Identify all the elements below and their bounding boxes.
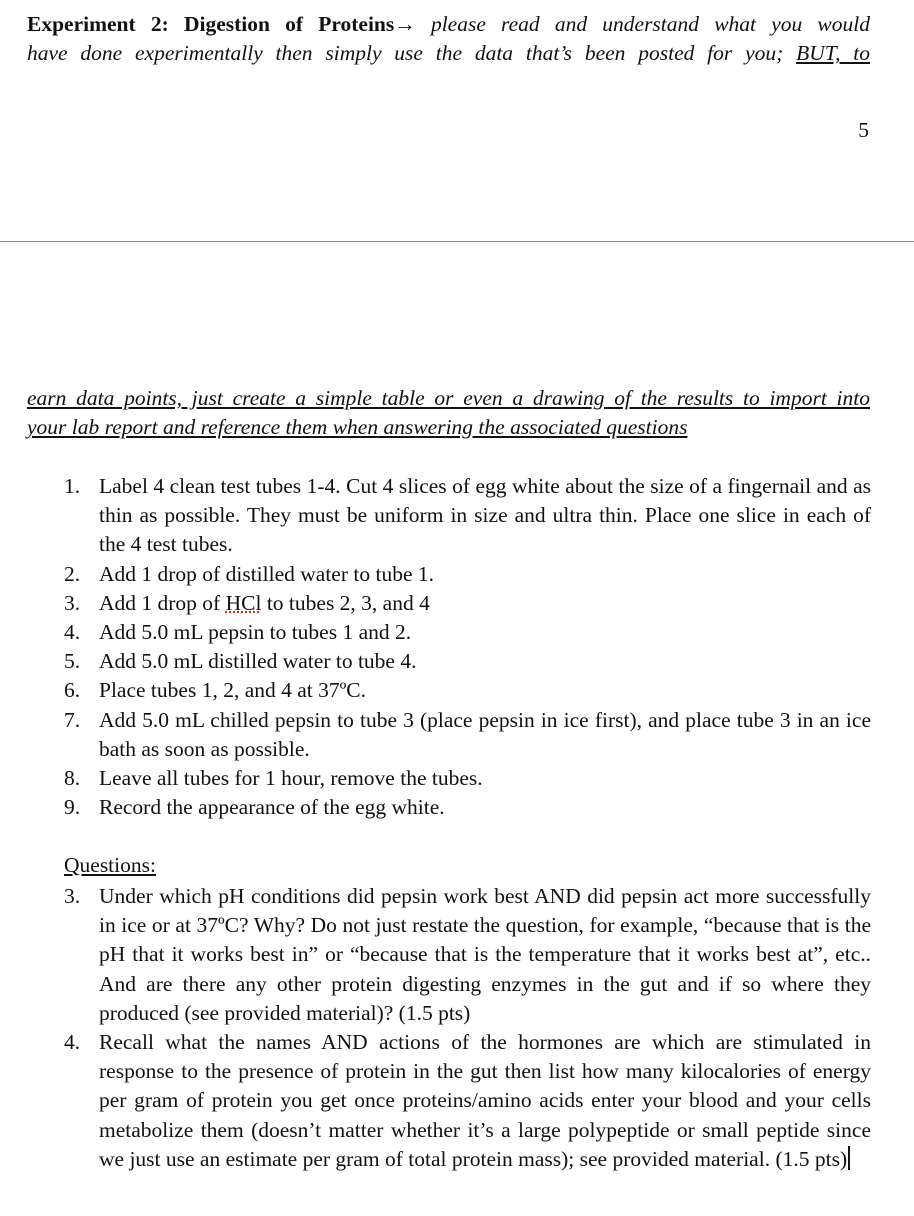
page-break-divider — [0, 241, 914, 242]
list-item-text-before: Add 1 drop of — [99, 590, 226, 615]
list-item — [58, 618, 871, 647]
continuation-line-1: earn data points, just create a simple table or even a drawing of the results to import into — [27, 386, 870, 410]
question-item — [58, 1028, 871, 1174]
list-item-number: 4. — [64, 620, 81, 645]
question-item — [58, 882, 871, 1028]
list-item-number: 6. — [64, 678, 81, 703]
list-item — [58, 647, 871, 676]
list-item — [58, 676, 871, 705]
list-item-number: 8. — [64, 766, 81, 791]
list-item — [58, 560, 871, 589]
list-item-text: Label 4 clean test tubes 1-4. Cut 4 slices of egg white about the size of a fingernail and as thin as possible. They must be uniform in size and ultra thin. Place one slice in each of the 4 test tubes. — [99, 474, 871, 557]
list-item-text-after: to tubes 2, 3, and 4 — [261, 590, 430, 615]
list-item — [58, 793, 871, 822]
questions-heading: Questions: — [64, 853, 156, 877]
list-item-number: 9. — [64, 795, 81, 820]
header-line-2 — [27, 39, 870, 68]
list-item-text: Record the appearance of the egg white. — [99, 795, 445, 820]
arrow-icon: → — [394, 12, 416, 36]
list-item-number: 5. — [64, 649, 81, 674]
list-item-text: Add 5.0 mL distilled water to tube 4. — [99, 649, 417, 674]
list-item-number: 2. — [64, 561, 81, 586]
list-item — [58, 472, 871, 560]
procedure-list — [58, 472, 871, 822]
question-text[interactable] — [99, 1028, 871, 1174]
list-item — [58, 764, 871, 793]
text-cursor — [848, 1146, 850, 1170]
question-text: Under which pH conditions did pepsin work best AND did pepsin act more successfully in ice or at 37ºC? Why? Do not just restate the question, for example, “because that is the pH that it works best in” or “because that is the temperature that it works best at”, etc.. And are there any other protein digesting enzymes in the gut and if so where they produced (see provided material)? (1.5 pts) — [99, 884, 871, 1025]
list-item — [58, 589, 871, 618]
question-text-body: Recall what the names AND actions of the hormones are which are stimulated in response to the presence of protein in the gut then list how many kilocalories of energy per gram of protein you get once proteins/amino acids enter your blood and your cells metabolize them (doesn’t matter whether it’s a large polypeptide or small peptide since we just use an estimate per gram of total protein mass); see provided material. (1.5 pts) — [99, 1030, 871, 1171]
experiment-title: Experiment 2: Digestion of Proteins — [27, 12, 395, 36]
header-instruction-part1: please read and understand what you would — [415, 12, 870, 36]
list-item-text — [99, 589, 871, 618]
questions-list — [58, 882, 871, 1174]
page-number: 5 — [858, 118, 869, 142]
question-number: 3. — [64, 884, 81, 908]
list-item-text: Add 5.0 mL chilled pepsin to tube 3 (place pepsin in ice first), and place tube 3 in an ice bath as soon as possible. — [99, 707, 871, 761]
header-instruction-part2: have done experimentally then simply use the data that’s been posted for you; — [27, 41, 797, 65]
list-item — [58, 706, 871, 764]
hcl-spelling-flag[interactable]: HCl — [225, 590, 262, 615]
header-instruction-emphasis: BUT, to — [796, 41, 871, 65]
list-item-text: Add 5.0 mL pepsin to tubes 1 and 2. — [99, 620, 412, 645]
continuation-line-2: your lab report and reference them when answering the associated questions — [27, 415, 688, 439]
question-number: 4. — [64, 1030, 81, 1055]
header-line-1 — [27, 10, 870, 39]
list-item-number: 1. — [64, 474, 81, 498]
list-item-number: 7. — [64, 707, 81, 732]
list-item-number: 3. — [64, 590, 81, 615]
list-item-text: Leave all tubes for 1 hour, remove the tubes. — [99, 766, 483, 791]
list-item-text: Add 1 drop of distilled water to tube 1. — [99, 561, 434, 586]
list-item-text: Place tubes 1, 2, and 4 at 37ºC. — [99, 678, 367, 703]
